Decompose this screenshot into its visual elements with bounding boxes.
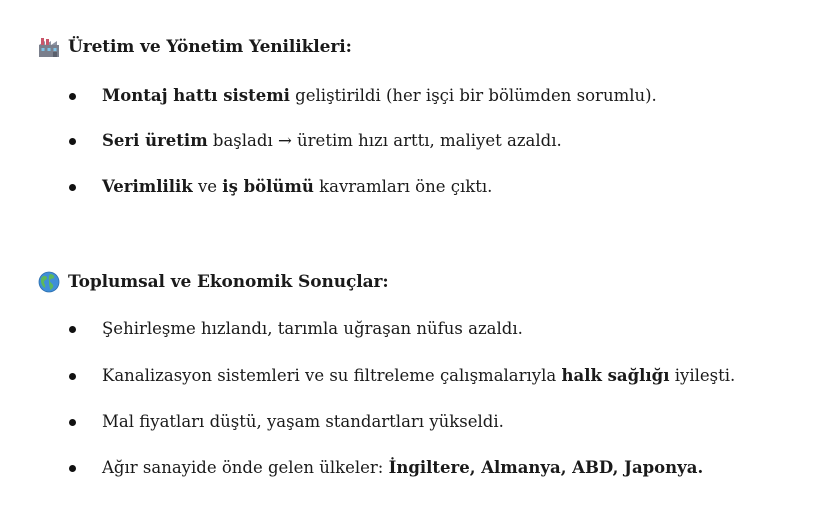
bullet-icon [69, 93, 76, 100]
bullet-icon [69, 184, 76, 191]
list-item-text: Mal fiyatları düştü, yaşam standartları yükseldi. [102, 412, 504, 431]
bullet-icon [69, 465, 76, 472]
section-heading [38, 270, 389, 294]
list-item-text: Montaj hattı sistemi geliştirildi (her işçi bir bölümden sorumlu). [102, 86, 657, 105]
section-heading [38, 35, 352, 59]
bullet-icon [69, 326, 76, 333]
bullet-icon [69, 373, 76, 380]
list-item-text: Verimlilik ve iş bölümü kavramları öne çıktı. [102, 177, 493, 196]
list-item-text: Şehirleşme hızlandı, tarımla uğraşan nüfus azaldı. [102, 319, 523, 338]
list-item-text: Seri üretim başladı → üretim hızı arttı, maliyet azaldı. [102, 131, 562, 150]
bullet-icon [69, 419, 76, 426]
bullet-icon [69, 138, 76, 145]
section-title: Üretim ve Yönetim Yenilikleri: [68, 37, 352, 57]
section-title: Toplumsal ve Ekonomik Sonuçlar: [68, 272, 389, 292]
list-item-text: Ağır sanayide önde gelen ülkeler: İngiltere, Almanya, ABD, Japonya. [102, 458, 704, 477]
globe-icon [38, 271, 60, 293]
list-item-text: Kanalizasyon sistemleri ve su filtreleme çalışmalarıyla halk sağlığı iyileşti. [102, 366, 736, 385]
factory-icon [38, 36, 60, 58]
